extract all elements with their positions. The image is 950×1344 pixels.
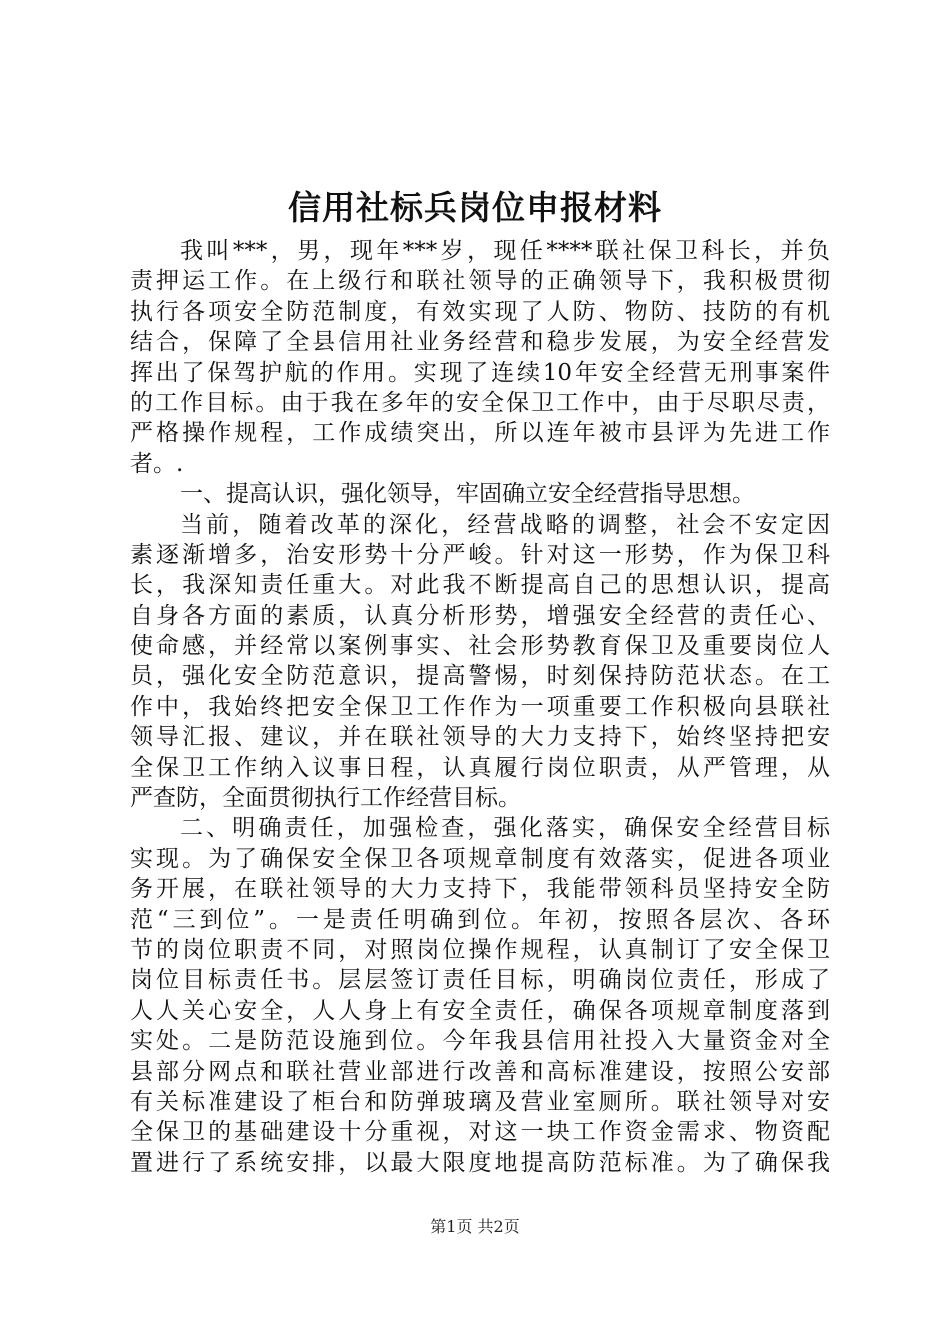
text-line: 严格操作规程，工作成绩突出，所以连年被市县评为先进工作: [130, 420, 830, 447]
text-line: 县部分网点和联社营业部进行改善和高标准建设，按照公安部: [130, 1058, 830, 1085]
text-line: 责押运工作。在上级行和联社领导的正确领导下，我积极贯彻: [130, 268, 830, 295]
section-heading: 一、提高认识，强化领导，牢固确立安全经营指导思想。: [180, 481, 755, 508]
text-line: 挥出了保驾护航的作用。实现了连续10年安全经营无刑事案件: [130, 359, 830, 386]
text-line: 员，强化安全防范意识，提高警惕，时刻保持防范状态。在工: [130, 663, 830, 690]
text-line: 素逐渐增多，治安形势十分严峻。针对这一形势，作为保卫科: [130, 541, 830, 568]
text-line: 者。.: [130, 450, 184, 477]
text-line: 自身各方面的素质，认真分析形势，增强安全经营的责任心、: [130, 602, 830, 629]
text-line: 全保卫工作纳入议事日程，认真履行岗位职责，从严管理，从: [130, 754, 830, 781]
page-footer: 第1页 共2页: [430, 1217, 520, 1236]
text-line: 使命感，并经常以案例事实、社会形势教育保卫及重要岗位人: [130, 633, 830, 660]
text-line: 全保卫的基础建设十分重视，对这一块工作资金需求、物资配: [130, 1119, 830, 1146]
text-line: 我叫***，男，现年***岁，现任****联社保卫科长，并负: [180, 238, 830, 264]
text-line: 的工作目标。由于我在多年的安全保卫工作中，由于尽职尽责，: [130, 389, 830, 416]
text-line: 执行各项安全防范制度，有效实现了人防、物防、技防的有机: [130, 298, 830, 325]
text-line: 领导汇报、建议，并在联社领导的大力支持下，始终坚持把安: [130, 724, 830, 751]
document-body: [130, 236, 830, 1178]
text-line: 务开展，在联社领导的大力支持下，我能带领科员坚持安全防: [130, 876, 830, 903]
text-line: 有关标准建设了柜台和防弹玻璃及营业室厕所。联社领导对安: [130, 1088, 830, 1115]
text-line: 置进行了系统安排，以最大限度地提高防范标准。为了确保我: [130, 1149, 830, 1176]
text-line: 人人关心安全，人人身上有安全责任，确保各项规章制度落到: [130, 997, 830, 1024]
text-line: 范“三到位”。一是责任明确到位。年初，按照各层次、各环: [130, 906, 830, 933]
section-heading: 二、明确责任，加强检查，强化落实，确保安全经营目标: [180, 815, 830, 842]
text-line: 当前，随着改革的深化，经营战略的调整，社会不安定因: [180, 511, 830, 538]
text-line: 岗位目标责任书。层层签订责任目标，明确岗位责任，形成了: [130, 967, 830, 994]
document-title: 信用社标兵岗位申报材料: [288, 188, 662, 227]
text-line: 实处。二是防范设施到位。今年我县信用社投入大量资金对全: [130, 1028, 830, 1055]
text-line: 严查防，全面贯彻执行工作经营目标。: [130, 785, 521, 812]
text-line: 节的岗位职责不同，对照岗位操作规程，认真制订了安全保卫: [130, 936, 830, 963]
text-line: 长，我深知责任重大。对此我不断提高自己的思想认识，提高: [130, 572, 830, 599]
text-line: 实现。为了确保安全保卫各项规章制度有效落实，促进各项业: [130, 845, 830, 872]
text-line: 结合，保障了全县信用社业务经营和稳步发展，为安全经营发: [130, 329, 830, 356]
text-line: 作中，我始终把安全保卫工作作为一项重要工作积极向县联社: [130, 693, 830, 720]
